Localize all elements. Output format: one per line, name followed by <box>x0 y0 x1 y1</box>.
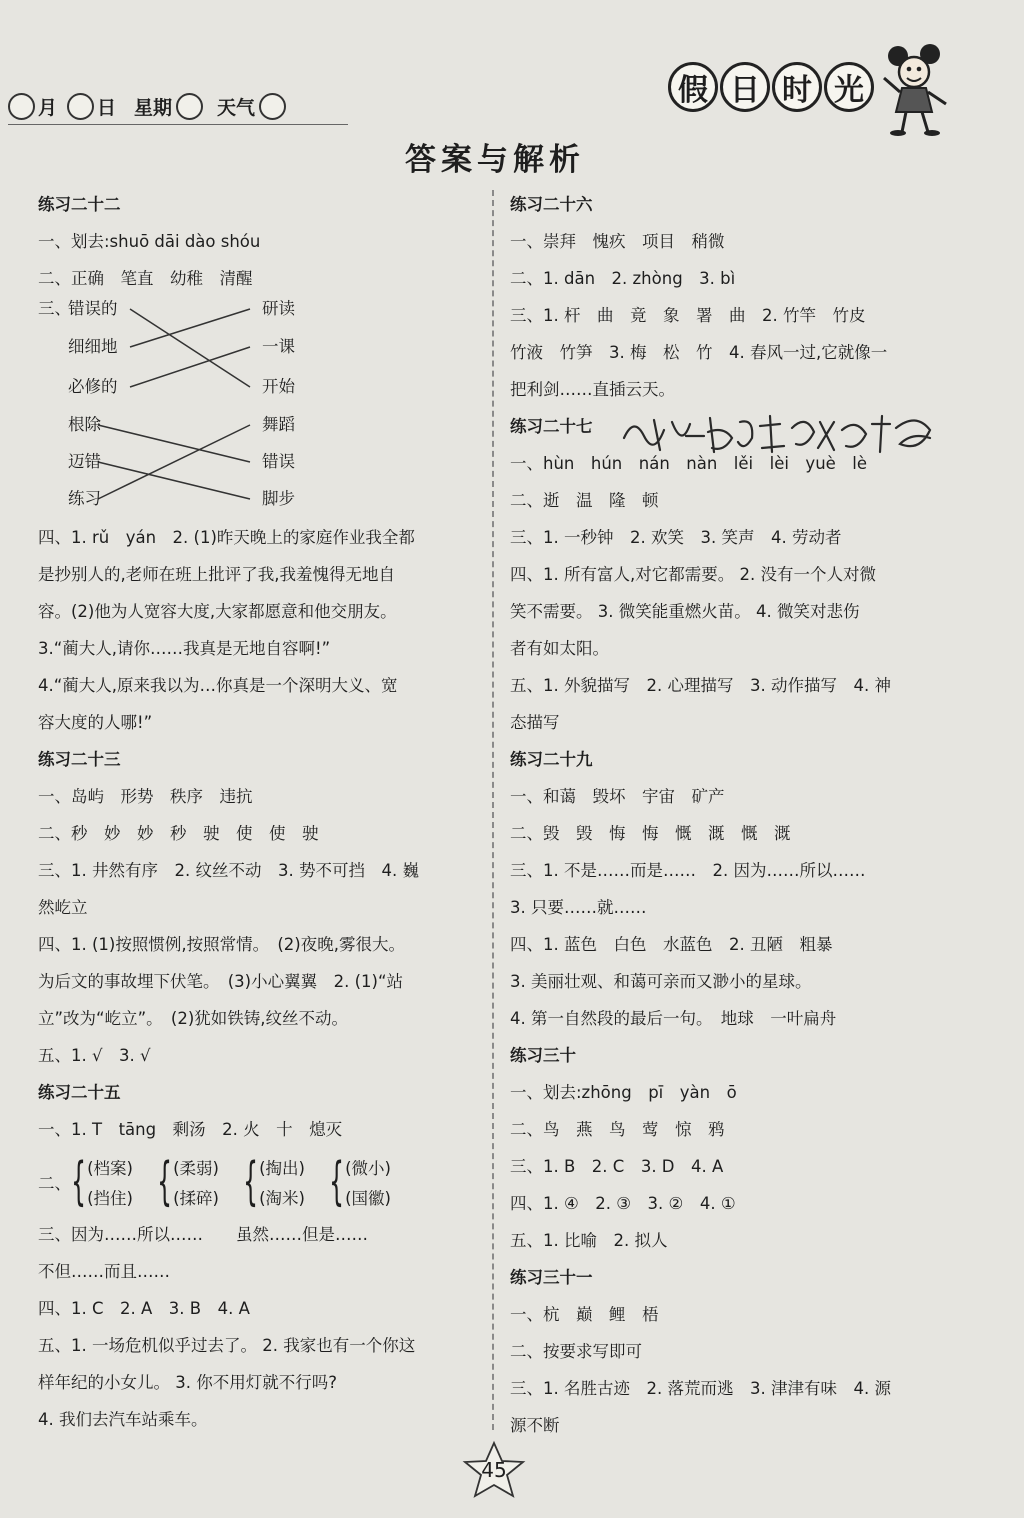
answer-line: 二、正确 笔直 幼稚 清醒 <box>38 269 253 288</box>
brace-group <box>234 1152 305 1216</box>
match-right-item: 脚步 <box>262 489 295 508</box>
column-divider <box>492 190 494 1430</box>
answer-line: 四、1. 蓝色 白色 水蓝色 2. 丑陋 粗暴 <box>510 935 833 954</box>
answer-line: 竹液 竹笋 3. 梅 松 竹 4. 春风一过,它就像一 <box>510 343 888 362</box>
answer-line: 三、1. 一秒钟 2. 欢笑 3. 笑声 4. 劳动者 <box>510 528 842 547</box>
brace-symbol: { <box>71 1152 86 1212</box>
answer-line: 一、杭 巅 鲤 梧 <box>510 1305 659 1324</box>
brace-word: (档案) <box>87 1159 133 1178</box>
match-prefix: 三、 <box>38 299 71 318</box>
answer-line: 一、划去:shuō dāi dào shóu <box>38 232 261 251</box>
answer-line: 一、岛屿 形势 秩序 违抗 <box>38 787 253 806</box>
page-number-badge <box>460 1440 528 1500</box>
match-right-item: 一课 <box>262 337 295 356</box>
exercise-heading: 练习三十一 <box>510 1268 593 1287</box>
matching-lines <box>38 297 338 519</box>
page-title: 答案与解析 <box>405 142 585 178</box>
answer-line: 四、1. 所有富人,对它都需要。 2. 没有一个人对微 <box>510 565 876 584</box>
answer-line: 二、逝 温 隆 顿 <box>510 491 659 510</box>
answer-line: 二、鸟 燕 鸟 莺 惊 鸦 <box>510 1120 725 1139</box>
day-label: 日 <box>97 96 117 119</box>
answer-line: 四、1. rǔ yán 2. (1)昨天晚上的家庭作业我全都 <box>38 528 415 547</box>
answer-line: 样年纪的小女儿。 3. 你不用灯就不行吗? <box>38 1373 337 1392</box>
answer-line: 四、1. (1)按照惯例,按照常情。 (2)夜晚,雾很大。 <box>38 935 405 954</box>
page-number: 45 <box>481 1458 507 1482</box>
answer-line: 二、秒 妙 妙 秒 驶 使 使 驶 <box>38 824 319 843</box>
exercise-heading: 练习三十 <box>510 1046 576 1065</box>
answer-line: 把利剑……直插云天。 <box>510 380 675 399</box>
answer-line: 为后文的事故埋下伏笔。 (3)小心翼翼 2. (1)“站 <box>38 972 404 991</box>
weather-label: 天气 <box>217 96 256 119</box>
answer-line: 3.“蔺大人,请你……我真是无地自容啊!” <box>38 639 331 658</box>
match-left-item: 必修的 <box>68 377 118 396</box>
answer-line: 三、因为……所以…… 虽然……但是…… <box>38 1225 368 1244</box>
brace-symbol: { <box>157 1152 172 1212</box>
brace-symbol: { <box>329 1152 344 1212</box>
matching-exercise <box>38 297 478 519</box>
answer-line: 五、1. √ 3. √ <box>38 1046 151 1065</box>
brace-group <box>320 1152 391 1216</box>
answer-line: 3. 美丽壮观、和蔼可亲而又渺小的星球。 <box>510 972 812 991</box>
brace-word: (淘米) <box>259 1189 305 1208</box>
match-left-item: 细细地 <box>68 337 118 356</box>
answer-line: 五、1. 一场危机似乎过去了。 2. 我家也有一个你这 <box>38 1336 416 1355</box>
brace-word: (微小) <box>345 1159 391 1178</box>
banner-char: 时 <box>772 62 822 112</box>
match-left-item: 练习 <box>68 489 101 508</box>
exercise-heading: 练习二十二 <box>38 195 121 214</box>
answer-line: 四、1. ④ 2. ③ 3. ② 4. ① <box>510 1194 736 1213</box>
answer-line: 二、毁 毁 悔 悔 慨 溉 慨 溉 <box>510 824 791 843</box>
day-circle[interactable] <box>67 93 94 120</box>
brace-word: (揉碎) <box>173 1189 219 1208</box>
banner-char: 日 <box>720 62 770 112</box>
match-left-item: 迈错 <box>68 452 101 471</box>
answer-line: 三、1. B 2. C 3. D 4. A <box>510 1157 724 1176</box>
brace-word: (国徽) <box>345 1189 391 1208</box>
match-left-item: 根除 <box>68 415 101 434</box>
answer-line: 三、1. 名胜古迹 2. 落荒而逃 3. 津津有味 4. 源 <box>510 1379 891 1398</box>
exercise-heading: 练习二十六 <box>510 195 593 214</box>
answer-line: 一、和蔼 毁坏 宇宙 矿产 <box>510 787 725 806</box>
answer-line: 然屹立 <box>38 898 88 917</box>
answer-line: 四、1. C 2. A 3. B 4. A <box>38 1299 250 1318</box>
answer-line: 五、1. 比喻 2. 拟人 <box>510 1231 668 1250</box>
mascot-illustration <box>880 42 950 137</box>
brace-prefix: 二、 <box>38 1174 71 1193</box>
answer-line: 二、按要求写即可 <box>510 1342 642 1361</box>
answer-line: 笑不需要。 3. 微笑能重燃火苗。 4. 微笑对悲伤 <box>510 602 860 621</box>
month-label: 月 <box>38 96 58 119</box>
weekday-label: 星期 <box>134 96 173 119</box>
answer-line: 容。(2)他为人宽容大度,大家都愿意和他交朋友。 <box>38 602 397 621</box>
date-row-underline <box>8 124 348 125</box>
weather-circle[interactable] <box>259 93 286 120</box>
answer-line: 三、1. 杆 曲 竟 象 署 曲 2. 竹竿 竹皮 <box>510 306 866 325</box>
left-column <box>38 186 478 1438</box>
brace-word: (柔弱) <box>173 1159 219 1178</box>
answer-line: 容大度的人哪!” <box>38 713 153 732</box>
match-right-item: 错误 <box>262 452 295 471</box>
brace-word: (挡住) <box>87 1189 133 1208</box>
banner-char: 光 <box>824 62 874 112</box>
exercise-heading: 练习二十七 <box>510 417 593 436</box>
handwriting-scribble <box>620 408 940 458</box>
answer-line: 一、划去:zhōng pī yàn ō <box>510 1083 737 1102</box>
answer-line: 一、hùn hún nán nàn lěi lèi yuè lè <box>510 454 868 473</box>
answer-line: 三、1. 井然有序 2. 纹丝不动 3. 势不可挡 4. 巍 <box>38 861 419 880</box>
answer-line: 不但……而且…… <box>38 1262 170 1281</box>
answer-line: 者有如太阳。 <box>510 639 609 658</box>
date-weather-row <box>8 88 289 124</box>
answer-line: 是抄别人的,老师在班上批评了我,我羞愧得无地自 <box>38 565 395 584</box>
answer-line: 一、1. T tāng 剩汤 2. 火 十 熄灭 <box>38 1120 343 1139</box>
month-circle[interactable] <box>8 93 35 120</box>
holiday-banner <box>668 62 876 112</box>
exercise-heading: 练习二十九 <box>510 750 593 769</box>
banner-char: 假 <box>668 62 718 112</box>
answer-line: 三、1. 不是……而是…… 2. 因为……所以…… <box>510 861 866 880</box>
brace-symbol: { <box>243 1152 258 1212</box>
match-right-item: 舞蹈 <box>262 415 295 434</box>
right-column <box>510 186 950 1444</box>
brace-group <box>62 1152 133 1216</box>
answer-line: 4.“蔺大人,原来我以为…你真是一个深明大义、宽 <box>38 676 398 695</box>
answer-line: 源不断 <box>510 1416 560 1435</box>
match-right-item: 开始 <box>262 377 295 396</box>
brace-group <box>148 1152 219 1216</box>
answer-line: 五、1. 外貌描写 2. 心理描写 3. 动作描写 4. 神 <box>510 676 891 695</box>
exercise-heading: 练习二十三 <box>38 750 121 769</box>
answer-line: 3. 只要……就…… <box>510 898 647 917</box>
answer-line: 4. 第一自然段的最后一句。 地球 一叶扁舟 <box>510 1009 837 1028</box>
answer-line: 4. 我们去汽车站乘车。 <box>38 1410 208 1429</box>
answer-line: 立”改为“屹立”。 (2)犹如铁铸,纹丝不动。 <box>38 1009 349 1028</box>
weekday-circle[interactable] <box>176 93 203 120</box>
answer-line: 态描写 <box>510 713 560 732</box>
match-left-item: 错误的 <box>68 299 118 318</box>
answer-line: 二、1. dān 2. zhòng 3. bì <box>510 269 736 288</box>
answer-line: 一、崇拜 愧疚 项目 稍微 <box>510 232 725 251</box>
match-right-item: 研读 <box>262 299 295 318</box>
brace-answer-row <box>38 1148 478 1216</box>
exercise-heading: 练习二十五 <box>38 1083 121 1102</box>
brace-word: (掏出) <box>259 1159 305 1178</box>
